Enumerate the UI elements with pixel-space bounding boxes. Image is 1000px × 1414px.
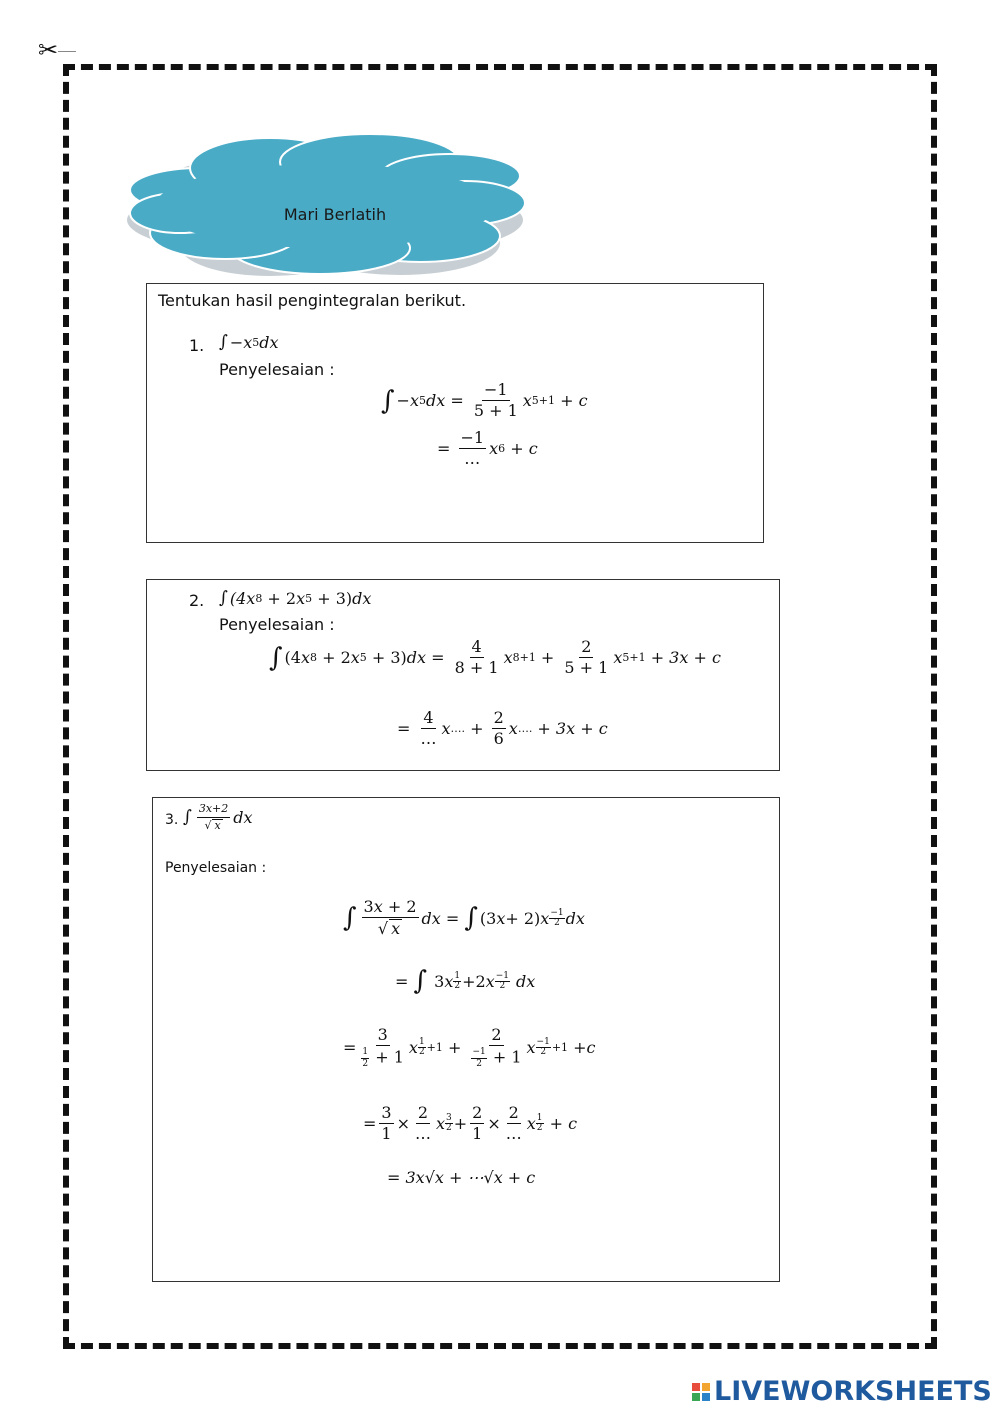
problem-2-box (146, 579, 780, 771)
problem-1-number: 1. (189, 336, 205, 355)
logo-text: LIVEWORKSHEETS (714, 1376, 992, 1407)
problem-2-step-1: ∫ (4 x 8 + 2 x 5 + 3) dx = $\frac{4}{8 + 1}$ x 8+1 + $\frac{2}{5 + 1}$ x 5+1 + 3x + c (269, 637, 721, 678)
problem-1-step-2: = $\frac{-1}{\dots}$ x 6 + c (437, 428, 538, 469)
instruction-text: Tentukan hasil pengintegralan berikut. (158, 291, 467, 310)
problem-1-solution-label: Penyelesaian : (219, 360, 335, 379)
problem-1-expression: ∫ − x 5 dx (219, 332, 279, 352)
liveworksheets-logo (692, 1376, 992, 1407)
problem-2-solution-label: Penyelesaian : (219, 615, 335, 634)
cloud-title: Mari Berlatih (283, 205, 387, 224)
problem-3-step-2: = ∫ 3 x 1 2 +2 x −1 2 dx (395, 966, 536, 996)
problem-3-step-4: = $\frac{3}{1}$ × $\frac{2}{\dots}$ x 3 2 + $\frac{2}{1}$ × $\frac{2}{\dots}$ x 1 2 + c (363, 1103, 578, 1144)
problem-3-box (152, 797, 780, 1282)
problem-2-expression: ∫ (4x 8 + 2 x 5 + 3) dx (219, 588, 372, 608)
cut-line (58, 51, 76, 52)
problem-3-solution-label: Penyelesaian : (165, 860, 267, 876)
scissors-icon: ✂ (38, 36, 59, 64)
logo-mark-icon (692, 1383, 710, 1401)
problem-3-expression: ∫ $\frac{3x+2}{√ x}$ dx (183, 802, 253, 832)
problem-3-step-3: = 3 $\frac{1}{2}$ + 1 x 1 2 +1 + 2 $\frac{-1}{2}$ + 1 x −1 2 +1 + c (343, 1025, 596, 1069)
problem-3-step-1: ∫ $\frac{3x + 2}{√ x}$ dx = ∫ (3 x + 2) x −1 2 dx (343, 897, 585, 939)
problem-2-step-2: = $\frac{4}{\dots}$ x …. + $\frac{2}{6}$ x …. + 3x + c (397, 708, 608, 749)
problem-1-box (146, 283, 764, 543)
problem-3-step-5: = 3x√x + ⋯√x + c (387, 1168, 536, 1187)
problem-2-number: 2. (189, 591, 205, 610)
problem-1-step-1: ∫ − x 5 dx = $\frac{-1}{5 + 1}$ x 5+1 + c (381, 380, 588, 421)
problem-3-number: 3. (165, 812, 179, 828)
